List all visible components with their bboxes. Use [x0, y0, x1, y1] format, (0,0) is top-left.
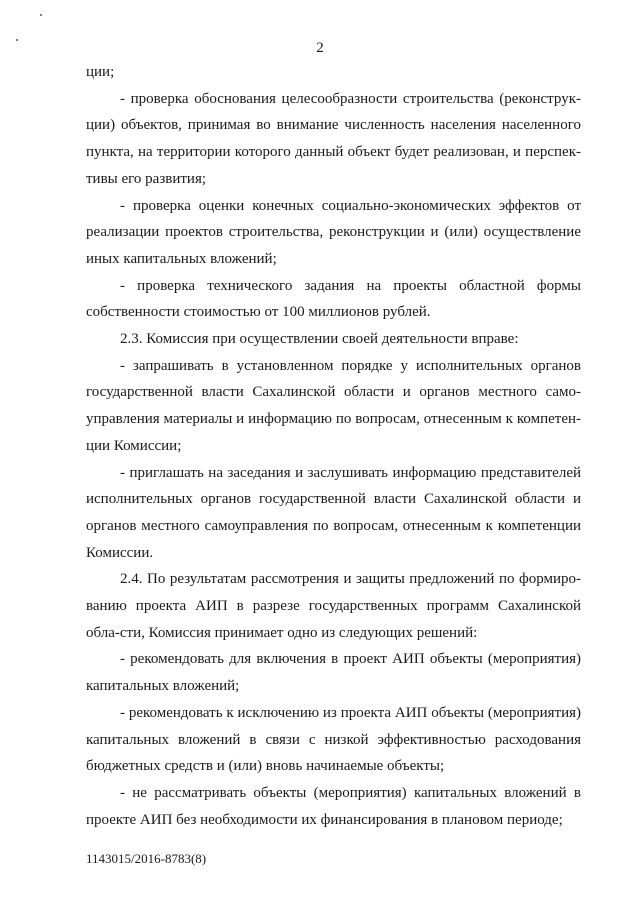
- paragraph-recommend-exclusion: - рекомендовать к исключению из проекта АИП объекты (мероприятия) капитальных вложений в связи с низкой эффективностью расходования бюджетных средств и (или) вновь начинаемые объекты;: [86, 704, 581, 775]
- paragraph-section-2-3: 2.3. Комиссия при осуществлении своей деятельности вправе:: [120, 331, 519, 348]
- paragraph-check-technical-task: - проверка технического задания на проекты областной формы собственности стоимостью от 100 миллионов рублей.: [86, 277, 581, 321]
- scan-speck-1: [40, 14, 42, 16]
- paragraph-continuation: ции;: [86, 64, 115, 80]
- paragraph-recommend-inclusion: - рекомендовать для включения в проект АИП объекты (мероприятия) капитальных вложений;: [86, 651, 581, 695]
- page-number: 2: [316, 40, 324, 56]
- paragraph-invite-representatives: - приглашать на заседания и заслушивать информацию представителей исполнительных органов государственной власти Сахалинской области и органов местного самоуправления по вопросам, отнесенным к компетенции Комиссии.: [86, 464, 581, 561]
- paragraph-check-feasibility: - проверка обоснования целесообразности строительства (реконструк-ции) объектов, принимая во внимание численность населения населенного пункта, на территории которого данный объект будет реализован, и перспек-тивы его развития;: [86, 90, 581, 187]
- paragraph-not-consider: - не рассматривать объекты (мероприятия) капитальных вложений в проекте АИП без необходимости их финансирования в плановом периоде;: [86, 784, 581, 828]
- document-registration-code: 1143015/2016-8783(8): [86, 851, 207, 866]
- document-body: [86, 59, 581, 833]
- paragraph-check-socioeconomic-effects: - проверка оценки конечных социально-экономических эффектов от реализации проектов строительства, реконструкции и (или) осуществление иных капитальных вложений;: [86, 197, 581, 267]
- paragraph-request-materials: - запрашивать в установленном порядке у исполнительных органов государственной власти Сахалинской области и органов местного само-управления материалы и информацию по вопросам, отнесенным к компетен-ции Комиссии;: [86, 357, 581, 454]
- paragraph-section-2-4: 2.4. По результатам рассмотрения и защиты предложений по формиро-ванию проекта АИП в разрезе государственных программ Сахалинской обла-сти, Комиссия принимает одно из следующих решений:: [86, 571, 581, 641]
